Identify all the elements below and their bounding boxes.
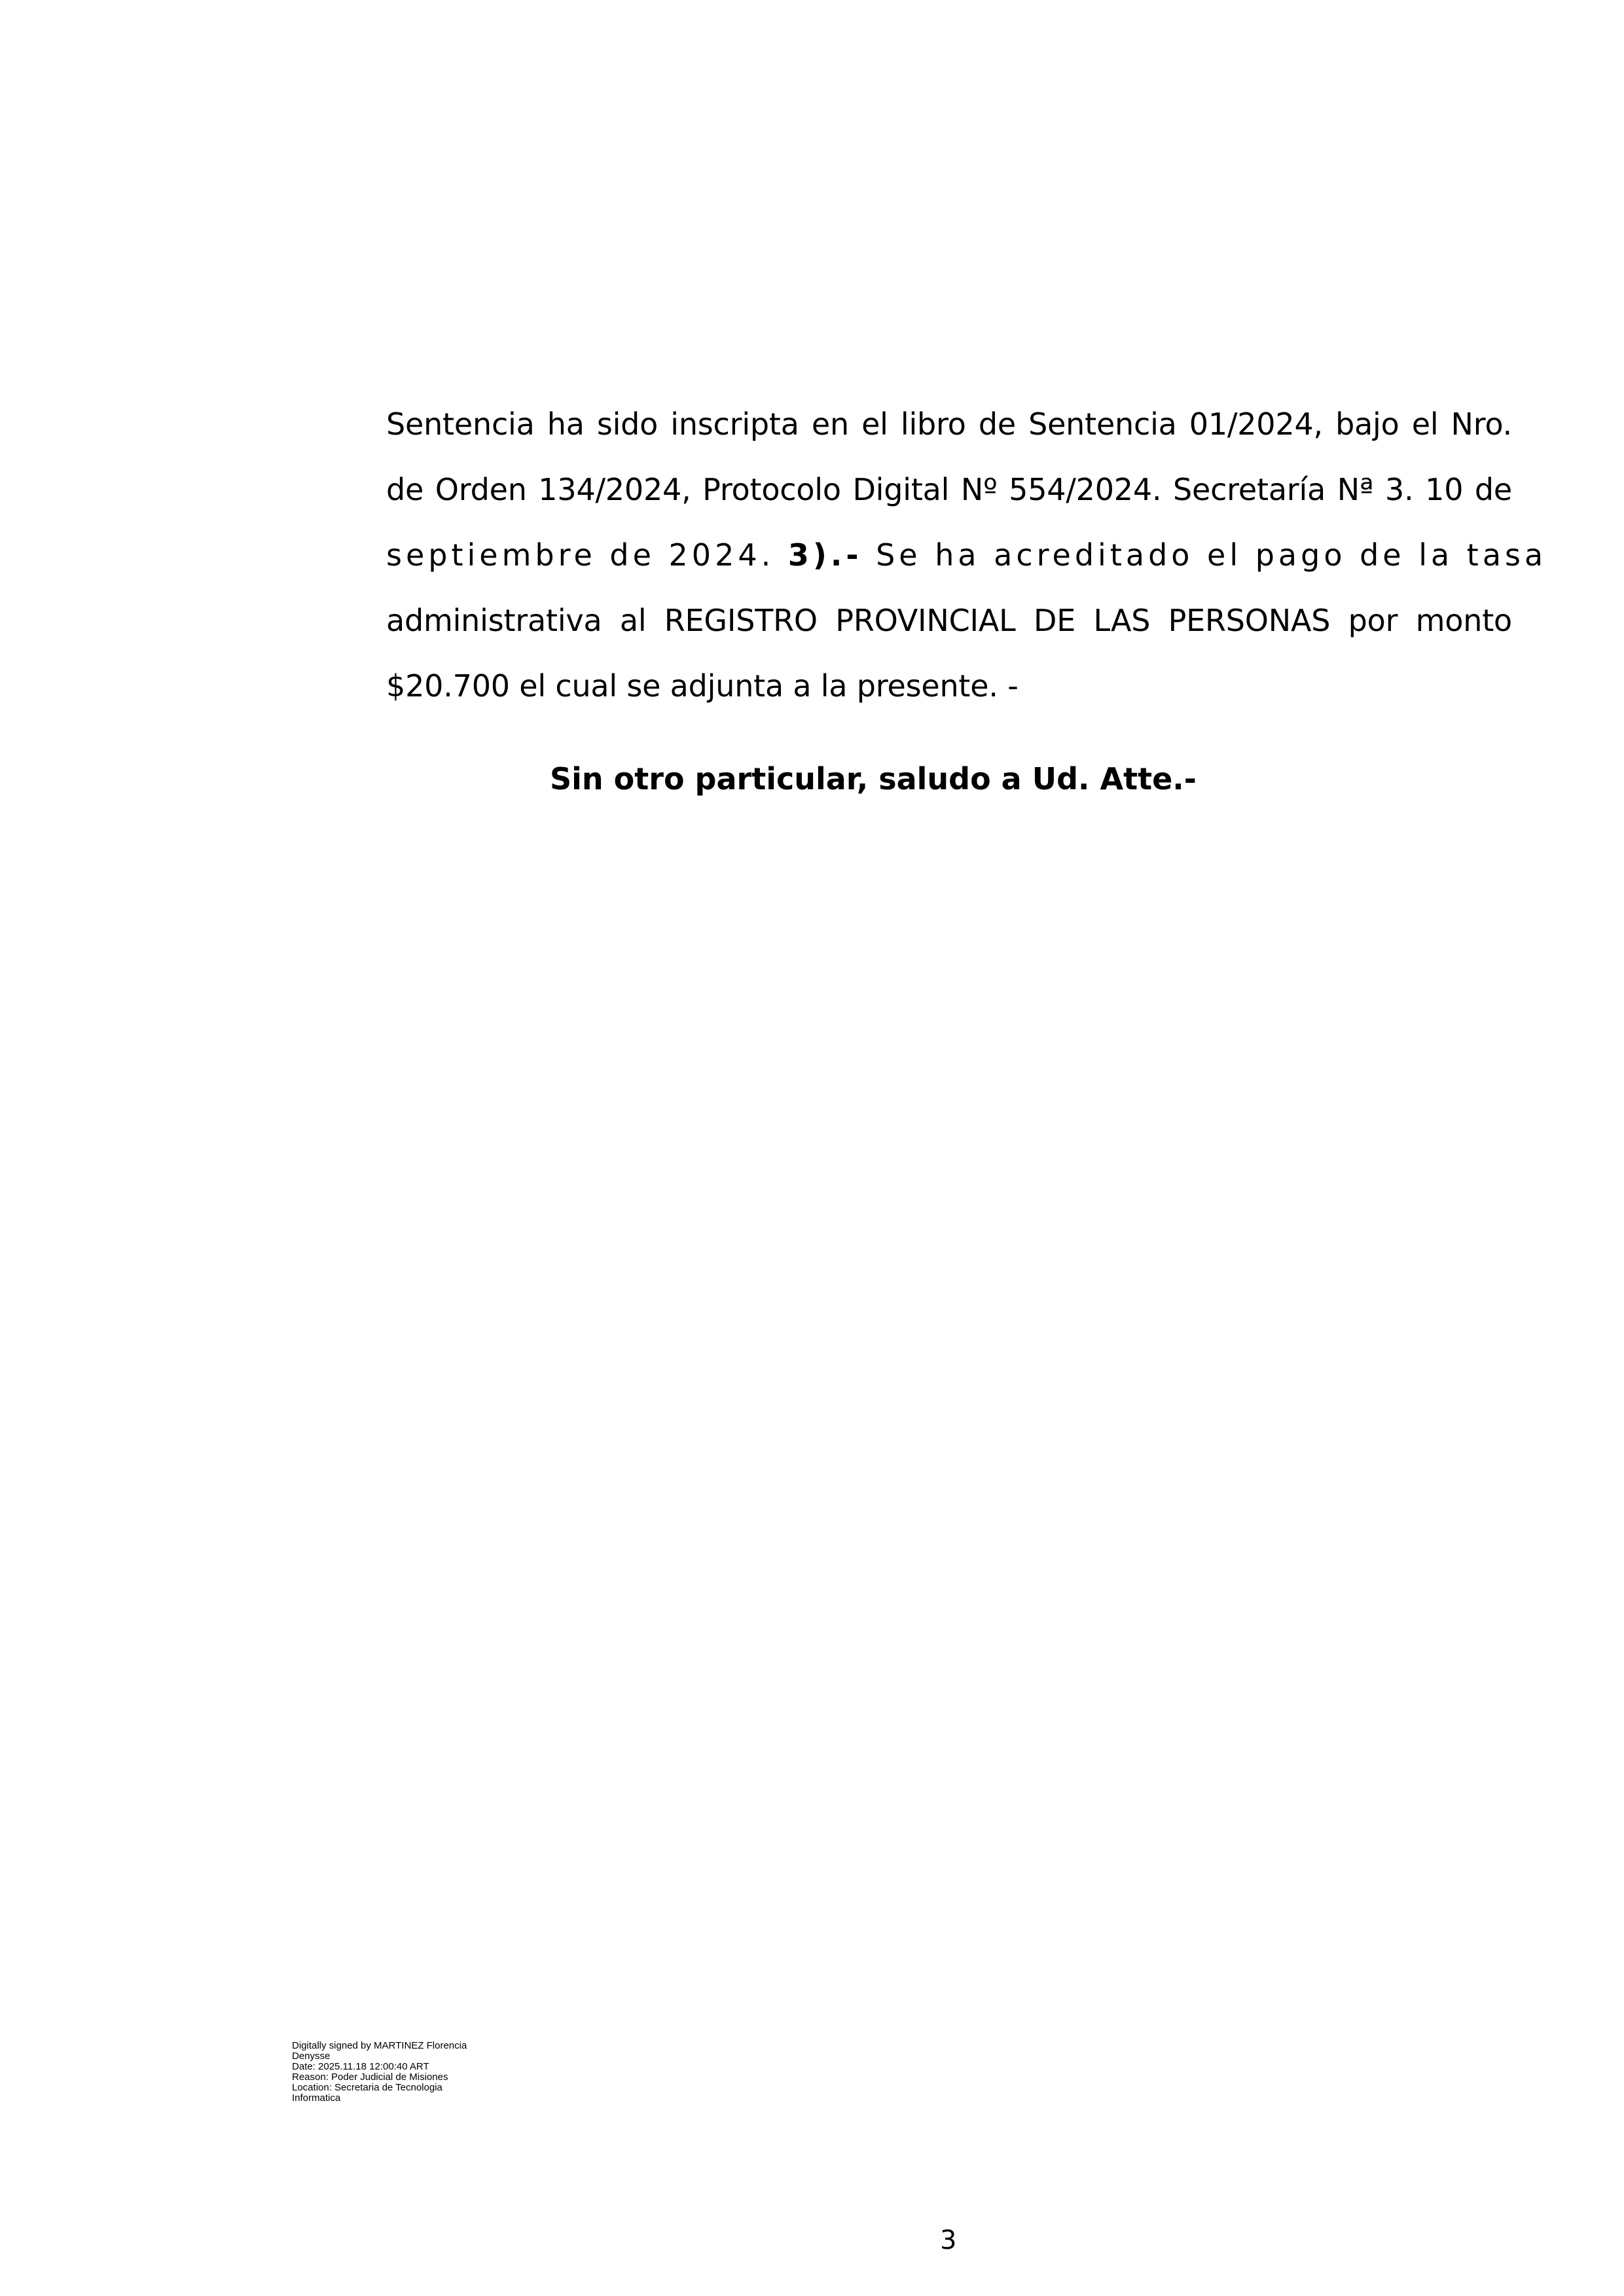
page-number: 3: [940, 2225, 957, 2255]
signature-location-cont: Informatica: [292, 2092, 341, 2104]
body-line-3: [386, 522, 1547, 588]
body-paragraph: [386, 391, 1547, 719]
signature-location: Location: Secretaria de Tecnologia: [292, 2082, 442, 2093]
signature-line-2: Denysse: [292, 2051, 331, 2062]
signature-line-1: Digitally signed by MARTINEZ Florencia: [292, 2040, 467, 2051]
signature-date: Date: 2025.11.18 12:00:40 ART: [292, 2061, 429, 2072]
digital-signature-block: [292, 2041, 501, 2104]
body-line-4: administrativa al REGISTRO PROVINCIAL DE LAS PERSONAS por monto: [386, 603, 1512, 638]
body-line-3-end: Se ha acreditado el pago de la tasa: [862, 537, 1547, 573]
closing-salutation: Sin otro particular, saludo a Ud. Atte.-: [550, 761, 1197, 797]
body-line-2: de Orden 134/2024, Protocolo Digital Nº 554/2024. Secretaría Nª 3. 10 de: [386, 472, 1512, 507]
body-line-5: $20.700 el cual se adjunta a la presente. -: [386, 668, 1019, 704]
body-line-1: Sentencia ha sido inscripta en el libro de Sentencia 01/2024, bajo el Nro.: [386, 406, 1512, 442]
signature-reason: Reason: Poder Judicial de Misiones: [292, 2072, 448, 2083]
item-number-3: 3).-: [787, 537, 863, 573]
body-line-3-start: septiembre de 2024.: [386, 537, 788, 573]
